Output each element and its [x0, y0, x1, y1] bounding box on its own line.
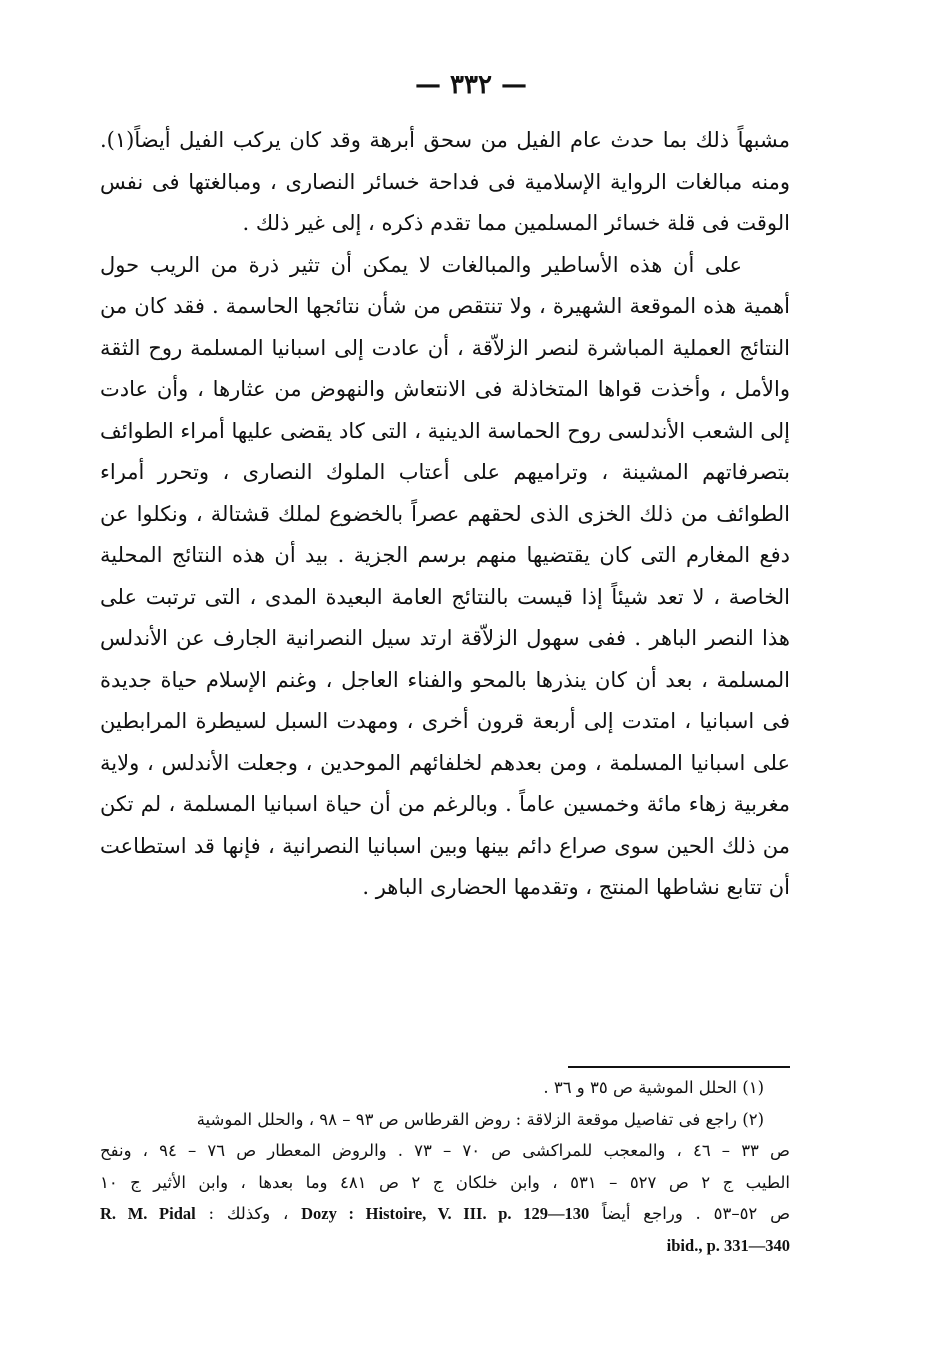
footnote-separator — [568, 1066, 790, 1068]
paragraph-1: مشبهاً ذلك بما حدث عام الفيل من سحق أبرهة وقد كان يركب الفيل أيضاً(١). ومنه مبالغات الرواية الإسلامية فى فداحة خسائر النصارى ، ومبالغتها فى نفس الوقت فى قلة خسائر المسلمين مما تقدم ذكره ، إلى غير ذلك . — [100, 128, 790, 235]
footnote-2-citation-ibid: ibid., p. 331—340 — [666, 1235, 790, 1255]
footnote-2-line-4-arabic-mid: ، وكذلك : — [208, 1204, 289, 1223]
footnote-2-line-4-arabic-start: ص ٥٢–٥٣ . وراجع أيضاً — [602, 1204, 791, 1223]
footnote-2-line-1: (٢) راجع فى تفاصيل موقعة الزلاقة : روض القرطاس ص ٩٣ – ٩٨ ، والحلل الموشية — [196, 1109, 764, 1129]
footnote-2-line-4 — [100, 1198, 790, 1230]
footnote-2-citation-dozy: Dozy : Histoire, V. III. p. 129—130 — [301, 1204, 590, 1223]
footnote-2-line-3: الطيب ج ٢ ص ٥٢٧ – ٥٣١ ، وابن خلكان ج ٢ ص ٤٨١ وما بعدها ، وابن الأثير ج ١٠ — [100, 1172, 790, 1192]
footnote-2-citation-pidal: R. M. Pidal — [100, 1204, 196, 1223]
page-number: — ٣٣٢ — — [414, 70, 528, 100]
footnotes — [100, 1072, 790, 1261]
footnote-2-line-5 — [100, 1230, 790, 1262]
paragraph-2: على أن هذه الأساطير والمبالغات لا يمكن أن تثير ذرة من الريب حول أهمية هذه الموقعة الشهيرة ، ولا تنتقص من شأن نتائجها الحاسمة . فقد كان من النتائج العملية المباشرة لنصر الزلاّقة ، أن عادت إلى اسبانيا المسلمة روح الثقة والأمل ، وأخذت قواها المتخاذلة فى الانتعاش والنهوض من عثارها ، وأن عادت إلى الشعب الأندلسى روح الحماسة الدينية ، التى كاد يقضى عليها أمراء الطوائف بتصرفاتهم المشينة ، وترامیهم على أعتاب الملوك النصارى ، وتحرر أمراء الطوائف من ذلك الخزى الذى لحقهم عصراً بالخضوع لملك قشتالة ، ونكلوا عن دفع المغارم التى كان يقتضيها منهم برسم الجزية . بيد أن هذه النتائج المحلية الخاصة ، لا تعد شيئاً إذا قيست بالنتائج العامة البعيدة المدى ، التى ترتبت على هذا النصر الباهر . ففى سهول الزلاّقة ارتد سيل النصرانية الجارف عن الأندلس المسلمة ، بعد أن كان ينذرها بالمحو والفناء العاجل ، وغنم الإسلام حياة جديدة فى اسبانيا ، امتدت إلى أربعة قرون أخرى ، ومهدت السبل لسيطرة المرابطين على اسبانيا المسلمة ، ومن بعدهم لخلفائهم الموحدين ، وجعلت الأندلس ، ولاية مغربية زهاء مائة وخمسين عاماً . وبالرغم من أن حياة اسبانيا المسلمة ، لم تكن من ذلك الحين سوى صراع دائم بينها وبين اسبانيا النصرانية ، فإنها قد استطاعت أن تتابع نشاطها المنتج ، وتقدمها الحضارى الباهر . — [100, 252, 790, 899]
footnote-2-line-2: ص ٣٣ – ٤٦ ، والمعجب للمراكشى ص ٧٠ – ٧٣ . والروض المعطار ص ٧٦ – ٩٤ ، ونفح — [100, 1141, 790, 1160]
footnote-1: (١) الحلل الموشية ص ٣٥ و ٣٦ . — [543, 1078, 764, 1097]
body-text — [100, 120, 790, 909]
